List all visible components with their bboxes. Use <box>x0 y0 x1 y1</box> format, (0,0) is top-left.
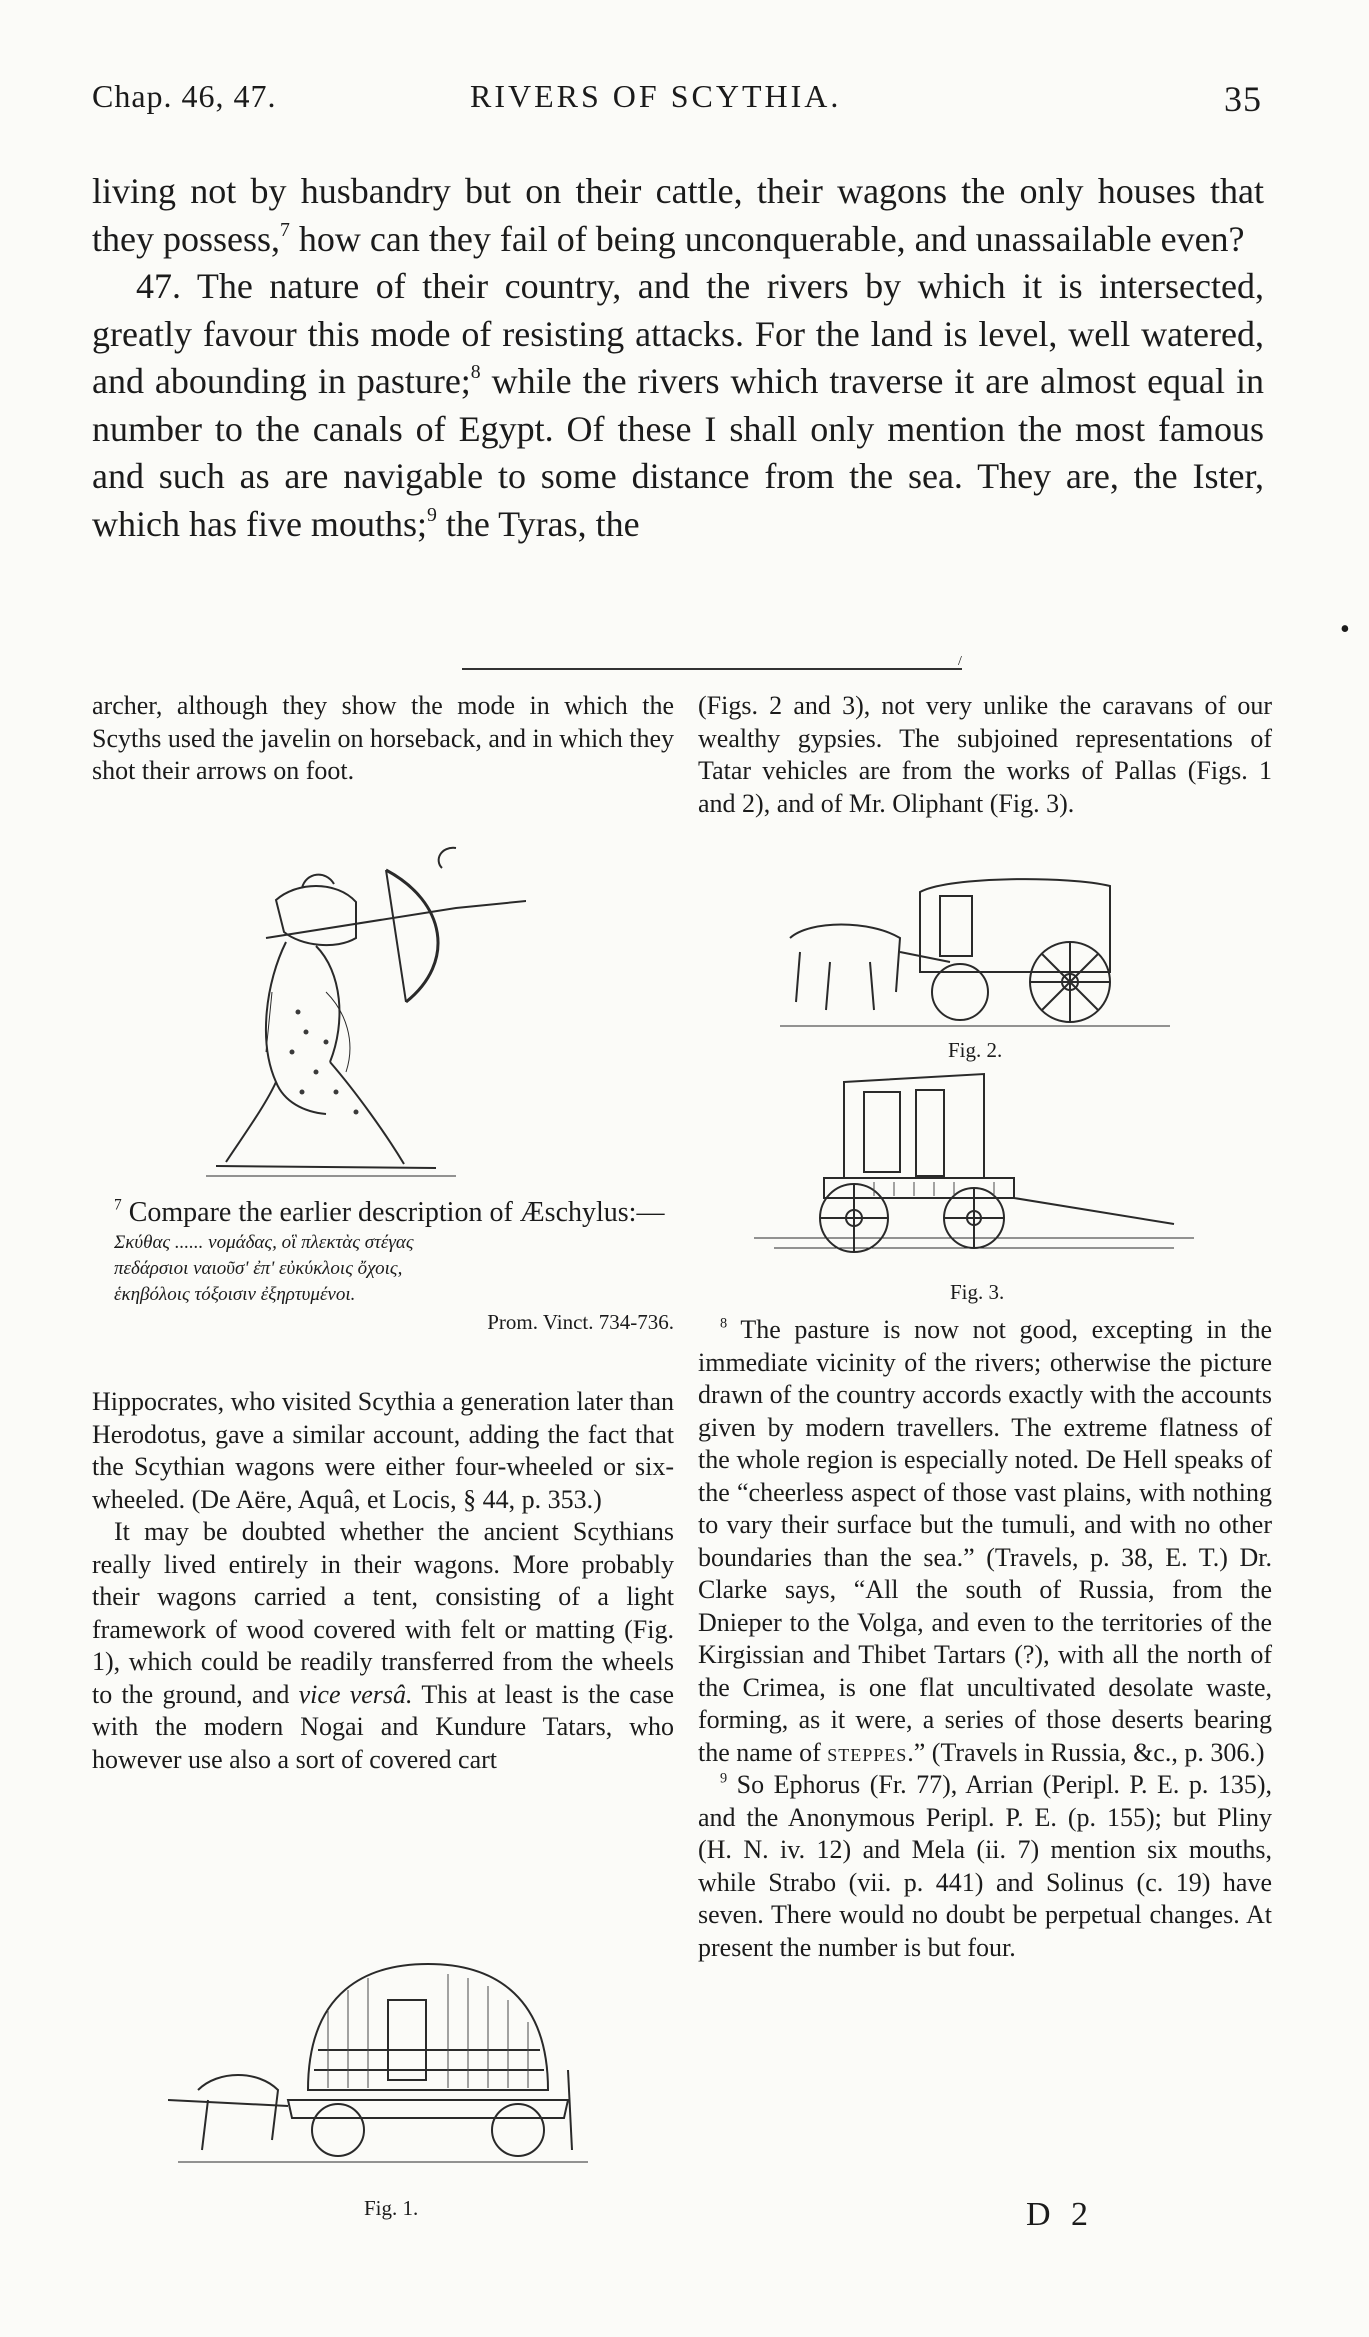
greek-line-1: Σκύθας ...... νομάδας, οἳ πλεκτὰς στέγας <box>114 1232 414 1253</box>
running-title: RIVERS OF SCYTHIA. <box>470 78 842 114</box>
wagon-tent-paragraph: It may be doubted whether the ancient Scythians really lived entirely in their wagons. More probably their wagons carried a tent, consisting of a light framework of wood covered with felt or matting (Fig. 1), which could be readily transferred from the wheels to the ground, and vice versâ. This at least is the case with the modern Nogai and Kundure Tatars, who however use also a sort of covered cart <box>92 1517 674 1774</box>
footnote-9: $^9$ So Ephorus (Fr. 77), Arrian (Peripl. P. E. p. 135), and the Anonymous Peripl. P. E. (p. 155); but Pliny (H. N. iv. 12) and Mela (ii. 7) mention six mouths, while Strabo (vii. p. 441) and Solinus (c. 19) have seven. There would no doubt be perpetual changes. At present the number is but four. <box>698 1770 1272 1962</box>
greek-line-3: ἑκηβόλοις τόξοισιν ἐξηρτυμένοι. <box>114 1284 356 1305</box>
margin-dot: • <box>1340 614 1350 645</box>
signature-mark: D 2 <box>1026 2196 1095 2233</box>
main-text <box>92 168 1264 548</box>
left-column-notes <box>92 1386 674 1776</box>
greek-line-2: πεδάρσιοι ναιοῦσ' ἐπ' εὐκύκλοις ὄχοις, <box>114 1258 403 1279</box>
right-column-top-text: (Figs. 2 and 3), not very unlike the caravans of our wealthy gypsies. The subjoined representations of Tatar vehicles are from the works of Pallas (Figs. 1 and 2), and of Mr. Oliphant (Fig. 3). <box>698 691 1272 818</box>
fig-2-caption: Fig. 2. <box>948 1038 1003 1062</box>
greek-quotation <box>92 1230 674 1308</box>
main-paragraph-2: 47. The nature of their country, and the rivers by which it is intersected, greatly favour this mode of resisting attacks. For the land is level, well watered, and abounding in pasture;$^8$ while the rivers which traverse it are almost equal in number to the canals of Egypt. Of these I shall only mention the most famous and such as are navigable to some distance from the sea. They are, the Ister, which has five mouths;$^9$ the Tyras, the <box>92 266 1265 544</box>
footnote-ref-8: 8 <box>470 361 481 384</box>
fig-3-caption: Fig. 3. <box>950 1280 1005 1304</box>
footnote-8-label: 8 <box>720 1315 728 1332</box>
footnote-ref-7: 7 <box>280 218 290 241</box>
footnote-7-label: 7 <box>114 1196 122 1214</box>
hippocrates-paragraph: Hippocrates, who visited Scythia a generation later than Herodotus, gave a similar account, adding the fact that the Scythian wagons were either four-wheeled or six-wheeled. (De Aëre, Aquâ, et Locis, § 44, p. 353.) <box>92 1387 674 1514</box>
fig-1-illustration <box>168 1950 608 2170</box>
archer-illustration <box>206 842 526 1178</box>
footnote-9-label: 9 <box>720 1770 728 1787</box>
fig-2-illustration <box>770 872 1190 1032</box>
fig-3-illustration <box>754 1068 1194 1260</box>
fig-2-wagon <box>770 872 1190 1032</box>
scythian-archer-figure <box>206 842 526 1178</box>
greek-source: Prom. Vinct. 734-736. <box>487 1310 674 1334</box>
footnote-8: $^8$ The pasture is now not good, excepting in the immediate vicinity of the rivers; otherwise the picture drawn of the country accords exactly with the accounts given by modern travellers. The extreme flatness of the whole region is especially noted. De Hell speaks of the “cheerless aspect of those vast plains, with nothing to vary their surface but the tumuli, and with no other boundaries than the sea.” (Travels, p. 38, E. T.) Dr. Clarke says, “All the south of Russia, from the Dnieper to the Volga, and even to the territories of the Kirgissian and Thibet Tartars (?), with all the north of the Crimea, is one flat uncultivated desolate waste, forming, as it were, a series of those deserts bearing the name of steppes.” (Travels in Russia, &c., p. 306.) <box>698 1315 1272 1767</box>
left-column-top-text: archer, although they show the mode in which the Scyths used the javelin on horseback, and in which they shot their arrows on foot. <box>92 691 674 785</box>
fig-1-tent-wagon <box>168 1950 608 2170</box>
footnote-7: $^7$ Compare the earlier description of Æschylus:— Σκύθας ...... νομάδας, οἳ πλεκτὰς στέγας πεδάρσιοι ναιοῦσ' ἐπ' εὐκύκλοις ὄχοις, ἑκηβόλοις τόξοισιν ἐξηρτυμένοι. Prom. Vinct. 734-736. <box>92 1196 674 1336</box>
main-paragraph-1: living not by husbandry but on their cattle, their wagons the only houses that they possess,$^7$ how can they fail of being unconquerable, and unassailable even? <box>92 171 1264 259</box>
running-header <box>92 78 1262 126</box>
page-number: 35 <box>1224 79 1262 119</box>
fig-3-cart <box>754 1068 1194 1260</box>
fig-1-caption: Fig. 1. <box>364 2196 419 2220</box>
footnote-ref-9: 9 <box>426 503 437 526</box>
margin-mark: / <box>958 654 962 669</box>
chapter-reference: Chap. 46, 47. <box>92 78 277 114</box>
right-column-notes <box>698 1314 1272 1964</box>
footnote-separator-rule <box>462 668 962 670</box>
